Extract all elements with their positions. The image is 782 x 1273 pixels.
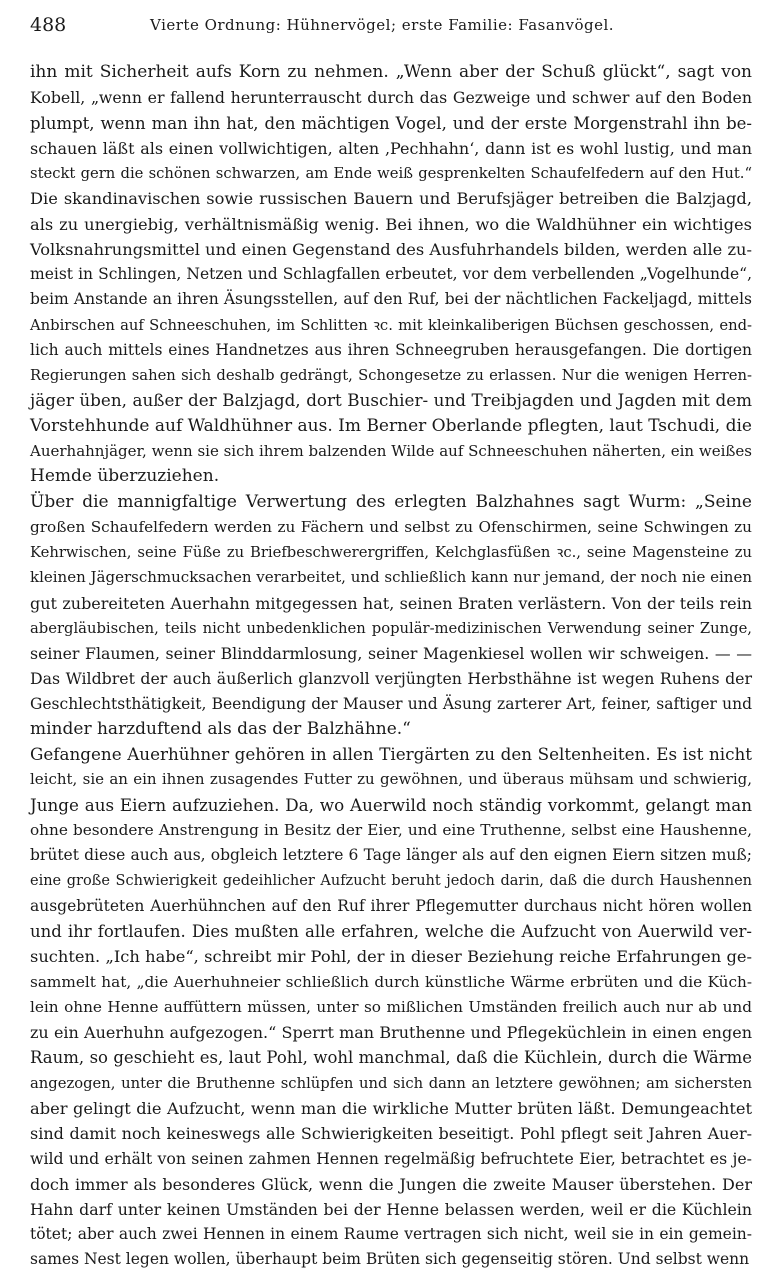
page-number: 488 bbox=[30, 14, 67, 36]
body-text bbox=[30, 60, 752, 1273]
text-line: ausgebrüteten Auerhühnchen auf den Ruf ihrer Pflegemutter durchaus nicht hören wollen bbox=[30, 896, 752, 915]
text-line: Die skandinavischen sowie russischen Bauern und Berufsjäger betreiben die Balzjagd, bbox=[30, 189, 752, 209]
text-line: minder harzduftend als das der Balzhähne.“ bbox=[30, 718, 411, 739]
text-line: Junge aus Eiern aufzuziehen. Da, wo Auerwild noch ständig vorkommt, gelangt man bbox=[30, 794, 752, 815]
text-line: Das Wildbret der auch äußerlich glanzvoll verjüngten Herbsthähne ist wegen Ruhens der bbox=[30, 669, 752, 689]
text-line: Regierungen sahen sich deshalb gedrängt, Schongesetze zu erlassen. Nur die wenigen Herren- bbox=[30, 367, 752, 385]
text-line: kleinen Jägerschmucksachen verarbeitet, und schließlich kann nur jemand, der noch nie einen bbox=[30, 568, 752, 587]
text-line: Kehrwischen, seine Füße zu Briefbeschwerergriffen, Kelchglasfüßen ꝛc., seine Magensteine zu bbox=[30, 544, 752, 562]
text-line: sames Nest legen wollen, überhaupt beim Brüten sich gegenseitig stören. Und selbst wenn bbox=[30, 1250, 750, 1269]
text-line: meist in Schlingen, Netzen und Schlagfallen erbeutet, vor dem verbellenden „Vogelhunde“, bbox=[30, 265, 752, 284]
text-line: schauen läßt als einen vollwichtigen, alten ‚Pechhahn‘, dann ist es wohl lustig, und man bbox=[30, 138, 752, 158]
text-line: Kobell, „wenn er fallend herunterrauscht durch das Gezweige und schwer auf den Boden bbox=[30, 88, 752, 108]
text-line: Hahn darf unter keinen Umständen bei der Henne belassen werden, weil er die Küchlein bbox=[30, 1199, 752, 1219]
text-line: steckt gern die schönen schwarzen, am Ende weiß gesprenkelten Schaufelfedern auf den Hut.“ bbox=[30, 165, 752, 183]
text-line: Gefangene Auerhühner gehören in allen Tiergärten zu den Seltenheiten. Es ist nicht bbox=[30, 744, 752, 765]
text-line: Geschlechtsthätigkeit, Beendigung der Mauser und Äsung zarterer Art, feiner, saftiger und bbox=[30, 694, 752, 713]
text-line: doch immer als besonderes Glück, wenn die Jungen die zweite Mauser überstehen. Der bbox=[30, 1174, 752, 1194]
running-head-title: Vierte Ordnung: Hühnervögel; erste Familie: Fasanvögel. bbox=[150, 16, 615, 34]
text-line: Auerhahnjäger, wenn sie sich ihrem balzenden Wilde auf Schneeschuhen näherten, ein weißes bbox=[30, 441, 752, 460]
text-line: als zu unergiebig, verhältnismäßig wenig. Bei ihnen, wo die Waldhühner ein wichtiges bbox=[30, 214, 752, 234]
text-line: Raum, so geschieht es, laut Pohl, wohl manchmal, daß die Küchlein, durch die Wärme bbox=[30, 1048, 752, 1068]
text-line: angezogen, unter die Bruthenne schlüpfen und sich dann an letztere gewöhnen; am sichersten bbox=[30, 1074, 752, 1092]
text-line: plumpt, wenn man ihn hat, den mächtigen Vogel, und der erste Morgenstrahl ihn be- bbox=[30, 113, 752, 133]
text-line: Hemde überzuziehen. bbox=[30, 466, 220, 487]
text-line: gut zubereiteten Auerhahn mitgegessen hat, seinen Braten verlästern. Von der teils rein bbox=[30, 593, 752, 613]
text-line: großen Schaufelfedern werden zu Fächern und selbst zu Ofenschirmen, seine Schwingen zu bbox=[30, 517, 752, 536]
text-line: und ihr fortlaufen. Dies mußten alle erfahren, welche die Aufzucht von Auerwild ver- bbox=[30, 922, 752, 942]
text-line: lein ohne Henne auffüttern müssen, unter so mißlichen Umständen freilich auch nur ab und bbox=[30, 997, 752, 1016]
text-line: Vorstehhunde auf Waldhühner aus. Im Berner Oberlande pflegten, laut Tschudi, die bbox=[30, 415, 752, 436]
text-line: ohne besondere Anstrengung in Besitz der Eier, und eine Truthenne, selbst eine Haushenne, bbox=[30, 820, 752, 839]
text-line: suchten. „Ich habe“, schreibt mir Pohl, der in dieser Beziehung reiche Erfahrungen ge- bbox=[30, 947, 752, 967]
text-line: sind damit noch keineswegs alle Schwierigkeiten beseitigt. Pohl pflegt seit Jahren Auer- bbox=[30, 1124, 752, 1144]
text-line: Über die mannigfaltige Verwertung des erlegten Balzhahnes sagt Wurm: „Seine bbox=[30, 491, 752, 512]
text-line: tötet; aber auch zwei Hennen in einem Raume vertragen sich nicht, weil sie in ein gemein- bbox=[30, 1225, 752, 1244]
text-line: Volksnahrungsmittel und einen Gegenstand des Ausfuhrhandels bilden, werden alle zu- bbox=[30, 239, 752, 259]
text-line: leicht, sie an ein ihnen zusagendes Futter zu gewöhnen, und überaus mühsam und schwierig, bbox=[30, 770, 752, 789]
text-line: abergläubischen, teils nicht unbedenklichen populär-medizinischen Verwendung seiner Zunge, bbox=[30, 619, 752, 637]
text-line: sammelt hat, „die Auerhuhneier schließlich durch künstliche Wärme erbrüten und die Küch- bbox=[30, 972, 752, 991]
text-line: lich auch mittels eines Handnetzes aus ihren Schneegruben herausgefangen. Die dortigen bbox=[30, 340, 752, 359]
running-head bbox=[0, 0, 782, 44]
text-line: Anbirschen auf Schneeschuhen, im Schlitten ꝛc. mit kleinkaliberigen Büchsen geschossen, end- bbox=[30, 316, 752, 334]
text-line: ihn mit Sicherheit aufs Korn zu nehmen. „Wenn aber der Schuß glückt“, sagt von bbox=[30, 62, 752, 82]
text-line: aber gelingt die Aufzucht, wenn man die wirkliche Mutter brüten läßt. Demungeachtet bbox=[30, 1098, 752, 1118]
text-line: seiner Flaumen, seiner Blinddarmlosung, seiner Magenkiesel wollen wir schweigen. — — bbox=[30, 644, 752, 664]
text-line: jäger üben, außer der Balzjagd, dort Buschier- und Treibjagden und Jagden mit dem bbox=[30, 390, 752, 411]
text-line: beim Anstande an ihren Äsungsstellen, auf den Ruf, bei der nächtlichen Fackeljagd, mittels bbox=[30, 290, 752, 309]
text-line: eine große Schwierigkeit gedeihlicher Aufzucht beruht jedoch darin, daß die durch Haushennen bbox=[30, 872, 752, 889]
text-line: zu ein Auerhuhn aufgezogen.“ Sperrt man Bruthenne und Pflegeküchlein in einen engen bbox=[30, 1023, 752, 1043]
text-line: brütet diese auch aus, obgleich letztere 6 Tage länger als auf den eignen Eiern sitzen muß; bbox=[30, 846, 752, 865]
text-line: wild und erhält von seinen zahmen Hennen regelmäßig befruchtete Eier, betrachtet es je- bbox=[30, 1149, 752, 1169]
